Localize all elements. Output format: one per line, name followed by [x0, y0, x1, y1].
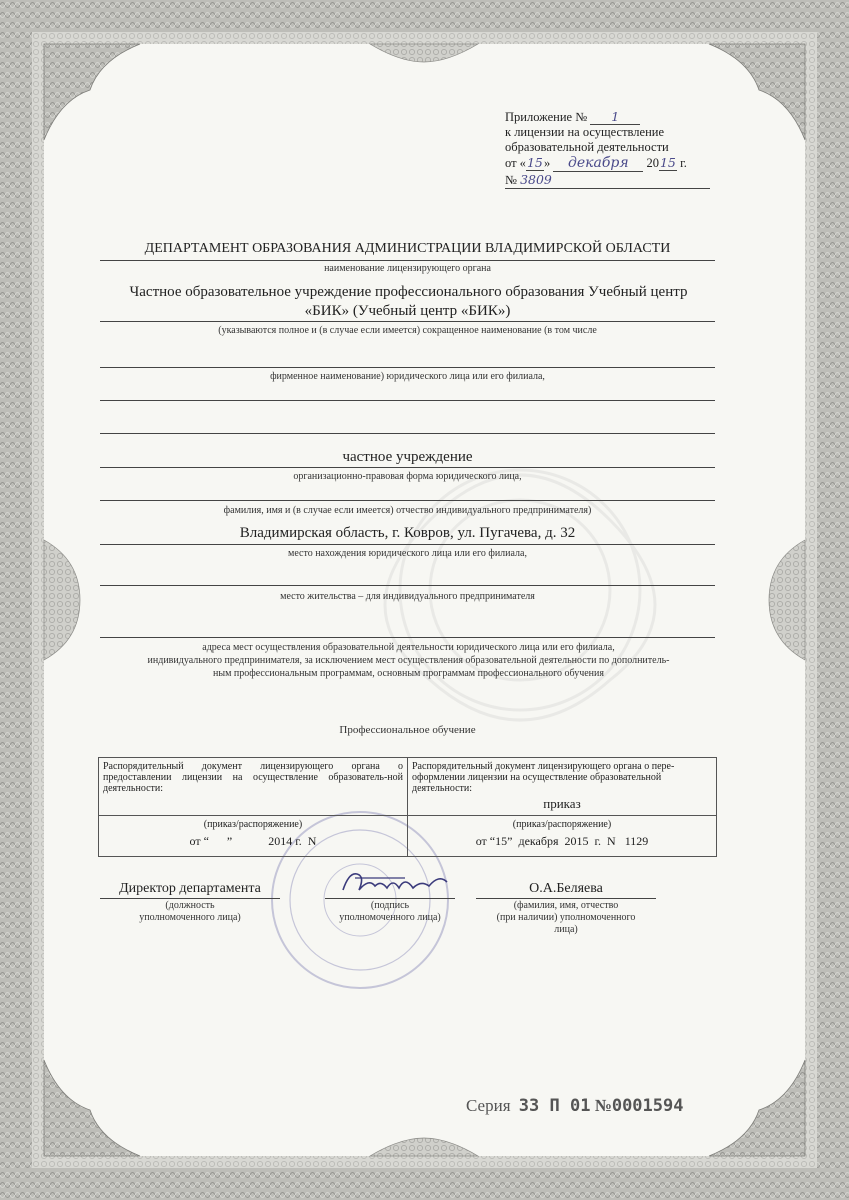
address-caption: место нахождения юридического лица или его филиала, — [288, 548, 527, 559]
year-prefix: 20 — [646, 156, 659, 170]
date-sep: » — [543, 156, 551, 170]
org-caption1: (указываются полное и (в случае если имеется) сокращенное наименование (в том числе — [218, 325, 597, 336]
sign-caption1: (подпись — [370, 900, 410, 911]
table-row — [99, 816, 717, 857]
org-name-line2: «БИК» (Учебный центр «БИК») — [304, 303, 511, 319]
left-header: Распорядительный документ лицензирующего органа о предоставлении лицензии на осуществление образователь-ной деятельности: — [103, 761, 403, 794]
signer-name: О.А.Беляева — [529, 881, 603, 896]
right-header-cell — [408, 758, 717, 816]
appendix-title: Приложение № — [505, 110, 588, 124]
blank-line3 — [100, 433, 715, 434]
org-name-underline — [100, 321, 715, 322]
right-date-cell — [408, 816, 717, 857]
right-value: приказ — [543, 796, 581, 811]
appendix-header — [505, 109, 715, 189]
blank-line2 — [100, 400, 715, 401]
license-no-row — [505, 172, 710, 189]
date-day: 15 — [526, 155, 543, 170]
places-caption1: адреса мест осуществления образовательной деятельности юридического лица или его филиала, — [202, 642, 615, 653]
left-caption: (приказ/распоряжение) — [203, 819, 303, 830]
series-number — [466, 1096, 683, 1116]
person-underline — [100, 500, 715, 501]
series-no-label: № — [594, 1096, 612, 1115]
left-date-cell — [99, 816, 408, 857]
legal-form: частное учреждение — [342, 449, 473, 465]
address-underline — [100, 544, 715, 545]
year-unit: г. — [680, 156, 687, 170]
left-header-cell — [99, 758, 408, 816]
date-prefix: от « — [505, 156, 526, 170]
right-header: Распорядительный документ лицензирующего органа о пере-оформлении лицензии на осуществление образовательной деятельности: — [412, 761, 675, 794]
date-month: декабря — [553, 156, 643, 172]
position-caption2: уполномоченного лица) — [139, 912, 241, 923]
places-caption3: ным профессиональным программам, основным программам профессионального обучения — [213, 668, 604, 679]
person-caption: фамилия, имя и (в случае если имеется) отчество индивидуального предпринимателя) — [223, 505, 592, 516]
legal-form-underline — [100, 467, 715, 468]
signature-underline — [325, 898, 455, 899]
license-no-label: № — [505, 173, 517, 187]
authority-name: ДЕПАРТАМЕНТ ОБРАЗОВАНИЯ АДМИНИСТРАЦИИ ВЛАДИМИРСКОЙ ОБЛАСТИ — [144, 241, 671, 256]
residence-caption: место жительства – для индивидуального предпринимателя — [280, 591, 535, 602]
series-code2: П — [549, 1096, 560, 1116]
places-caption2: индивидуального предпринимателя, за исключением мест осуществления образовательной деятельности по дополнитель- — [147, 655, 670, 666]
orders-table — [98, 757, 717, 857]
signer-position: Директор департамента — [119, 881, 261, 896]
appendix-line2: к лицензии на осуществление — [505, 125, 664, 139]
year-suffix: 15 — [659, 155, 676, 170]
table-row — [99, 758, 717, 816]
authority-caption: наименование лицензирующего органа — [324, 263, 491, 274]
appendix-line3: образовательной деятельности — [505, 140, 669, 154]
signature-image — [335, 866, 455, 902]
name-underline — [476, 898, 656, 899]
right-caption: (приказ/распоряжение) — [512, 819, 612, 830]
appendix-date-row — [505, 155, 715, 172]
left-date: от “ ” 2014 г. N — [189, 834, 317, 848]
org-name-line1: Частное образовательное учреждение профессионального образования Учебный центр — [129, 284, 688, 300]
sign-caption2: уполномоченного лица) — [339, 912, 441, 923]
right-date: от “15” декабря 2015 г. N 1129 — [475, 834, 649, 848]
authority-underline — [100, 260, 715, 261]
name-caption2: (при наличии) уполномоченного — [496, 912, 636, 923]
places-underline — [100, 637, 715, 638]
program-type: Профессиональное обучение — [339, 724, 476, 736]
series-label: Серия — [466, 1096, 511, 1115]
position-underline — [100, 898, 280, 899]
series-no-value: 0001594 — [611, 1096, 684, 1116]
name-caption1: (фамилия, имя, отчество — [513, 900, 619, 911]
series-code1: 33 — [518, 1096, 540, 1116]
name-caption3: лица) — [554, 924, 578, 935]
org-caption2: фирменное наименование) юридического лица или его филиала, — [270, 371, 545, 382]
series-code3: 01 — [570, 1096, 591, 1116]
blank-line1 — [100, 367, 715, 368]
legal-form-caption: организационно-правовая форма юридического лица, — [293, 471, 522, 482]
license-no: 3809 — [520, 172, 552, 187]
appendix-number: 1 — [590, 109, 640, 125]
appendix-title-row — [505, 109, 715, 125]
org-address: Владимирская область, г. Ковров, ул. Пугачева, д. 32 — [239, 525, 576, 541]
position-caption1: (должность — [165, 900, 215, 911]
residence-underline — [100, 585, 715, 586]
